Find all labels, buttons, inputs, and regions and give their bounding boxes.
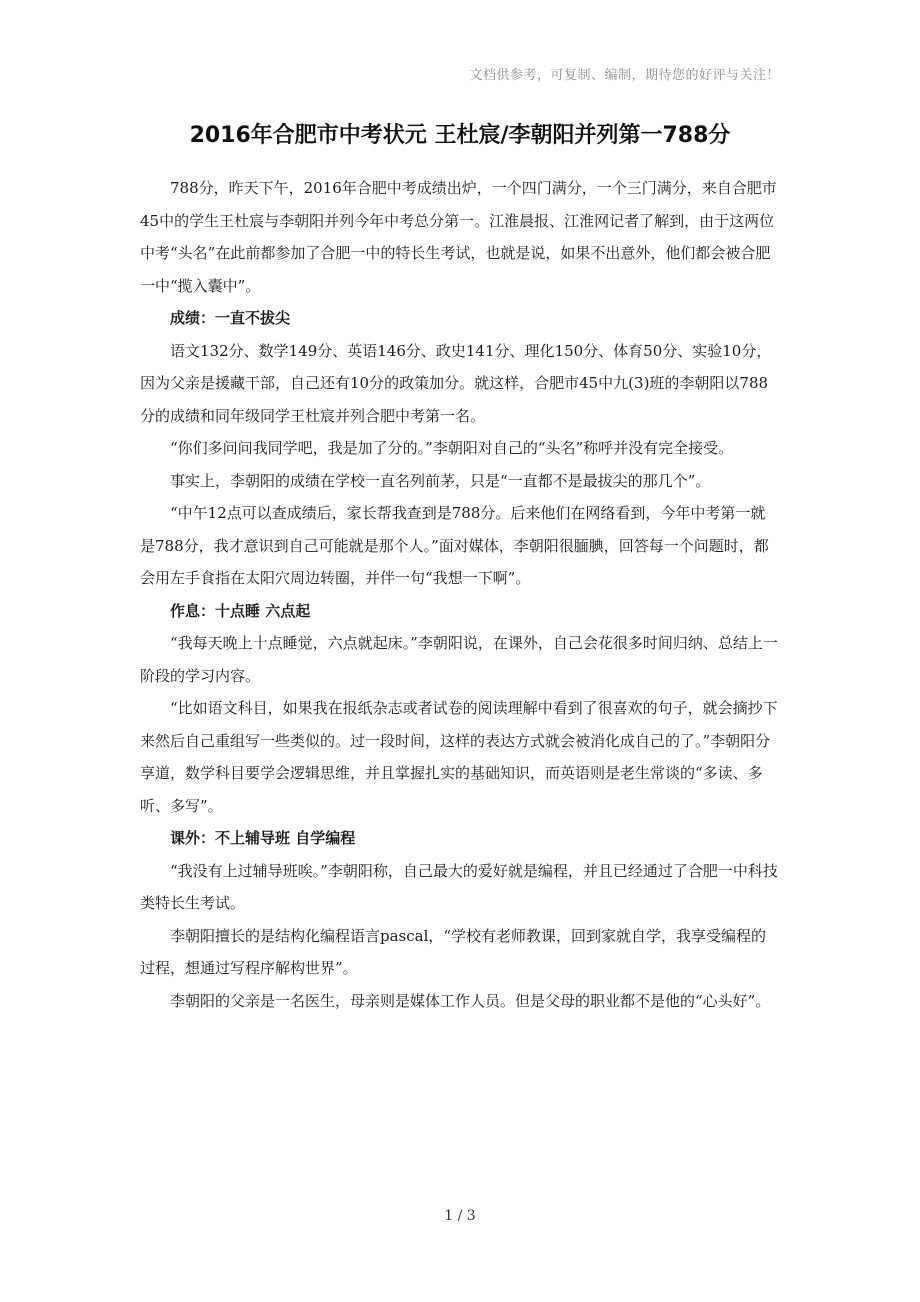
paragraph: 李朝阳擅长的是结构化编程语言pascal，“学校有老师教课，回到家就自学，我享受编程的过程，想通过写程序解构世界”。 xyxy=(140,926,767,977)
page-number: 1 / 3 xyxy=(444,1208,476,1224)
paragraph: 李朝阳的父亲是一名医生，母亲则是媒体工作人员。但是父母的职业都不是他的“心头好”。 xyxy=(170,991,771,1010)
paragraph: “我每天晚上十点睡觉，六点就起床。”李朝阳说，在课外，自己会花很多时间归纳、总结上一阶段的学习内容。 xyxy=(140,634,778,685)
section-heading: 作息：十点睡 六点起 xyxy=(170,601,311,620)
paragraph: “中午12点可以查成绩后，家长帮我查到是788分。后来他们在网络看到，今年中考第一就是788分，我才意识到自己可能就是那个人。”面对媒体，李朝阳很腼腆，回答每一个问题时，都会用左手食指在太阳穴周边转圈，并伴一句“我想一下啊”。 xyxy=(140,504,769,587)
paragraph: “你们多问问我同学吧，我是加了分的。”李朝阳对自己的“头名”称呼并没有完全接受。 xyxy=(170,439,734,457)
article-body xyxy=(140,172,780,1017)
paragraph: “我没有上过辅导班唉。”李朝阳称，自己最大的爱好就是编程，并且已经通过了合肥一中科技类特长生考试。 xyxy=(140,861,778,912)
paragraph: 事实上，李朝阳的成绩在学校一直名列前茅，只是“一直都不是最拔尖的那几个”。 xyxy=(170,471,711,490)
paragraph: 788分，昨天下午，2016年合肥中考成绩出炉，一个四门满分，一个三门满分，来自合肥市45中的学生王杜宸与李朝阳并列今年中考总分第一。江淮晨报、江淮网记者了解到，由于这两位中考“头名”在此前都参加了合肥一中的特长生考试，也就是说，如果不出意外，他们都会被合肥一中“揽入囊中”。 xyxy=(140,179,777,295)
paragraph: 语文132分、数学149分、英语146分、政史141分、理化150分、体育50分、实验10分，因为父亲是援藏干部，自己还有10分的政策加分。就这样，合肥市45中九(3)班的李朝阳以788分的成绩和同年级同学王杜宸并列合肥中考第一名。 xyxy=(140,341,772,425)
article-title: 2016年合肥市中考状元 王杜宸/李朝阳并列第一788分 xyxy=(189,123,731,148)
header-note: 文档供参考，可复制、编制，期待您的好评与关注！ xyxy=(469,68,780,83)
section-heading: 课外：不上辅导班 自学编程 xyxy=(170,829,356,847)
paragraph: “比如语文科目，如果我在报纸杂志或者试卷的阅读理解中看到了很喜欢的句子，就会摘抄下来然后自己重组写一些类似的。过一段时间，这样的表达方式就会被消化成自己的了。”李朝阳分享道，数学科目要学会逻辑思维，并且掌握扎实的基础知识，而英语则是老生常谈的“多读、多听、多写”。 xyxy=(140,699,778,815)
section-heading: 成绩：一直不拔尖 xyxy=(170,309,291,327)
